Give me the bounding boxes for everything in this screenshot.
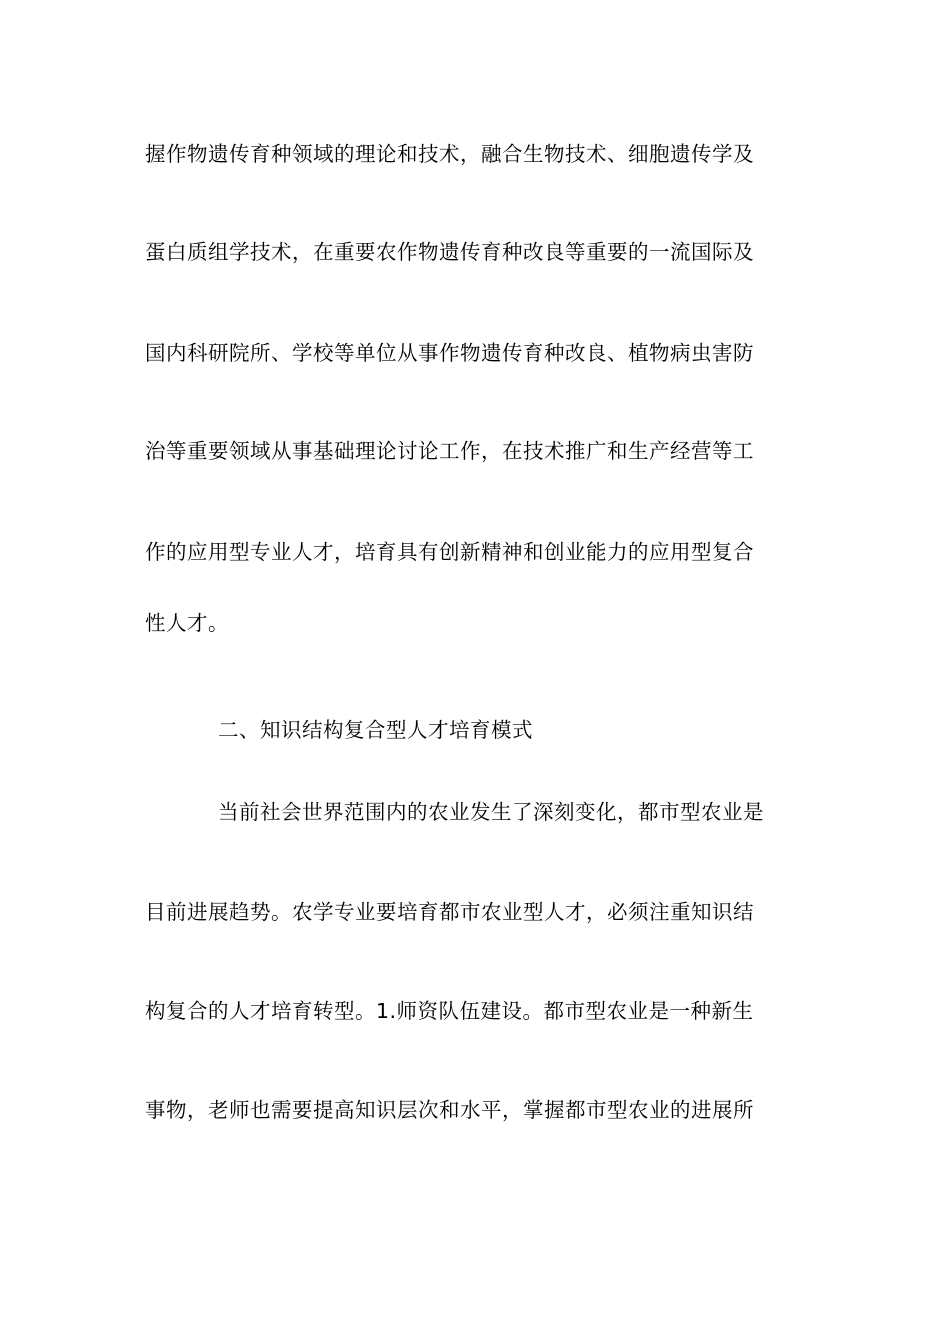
paragraph-line: 作的应用型专业人才，培育具有创新精神和创业能力的应用型复合 bbox=[145, 540, 754, 564]
paragraph-line: 目前进展趋势。农学专业要培育都市农业型人才，必须注重知识结 bbox=[145, 900, 754, 924]
paragraph-line: 握作物遗传育种领域的理论和技术，融合生物技术、细胞遗传学及 bbox=[145, 142, 754, 166]
paragraph-line: 国内科研院所、学校等单位从事作物遗传育种改良、植物病虫害防 bbox=[145, 341, 754, 365]
paragraph-line: 事物，老师也需要提高知识层次和水平，掌握都市型农业的进展所 bbox=[145, 1098, 754, 1122]
paragraph-line: 当前社会世界范围内的农业发生了深刻变化，都市型农业是 bbox=[218, 800, 764, 824]
paragraph-line: 性人才。 bbox=[145, 611, 229, 635]
paragraph-line: 治等重要领域从事基础理论讨论工作，在技术推广和生产经营等工 bbox=[145, 439, 754, 463]
paragraph-line: 蛋白质组学技术，在重要农作物遗传育种改良等重要的一流国际及 bbox=[145, 240, 754, 264]
section-heading: 二、知识结构复合型人才培育模式 bbox=[218, 718, 533, 742]
paragraph-line: 构复合的人才培育转型。1.师资队伍建设。都市型农业是一种新生 bbox=[145, 999, 754, 1023]
